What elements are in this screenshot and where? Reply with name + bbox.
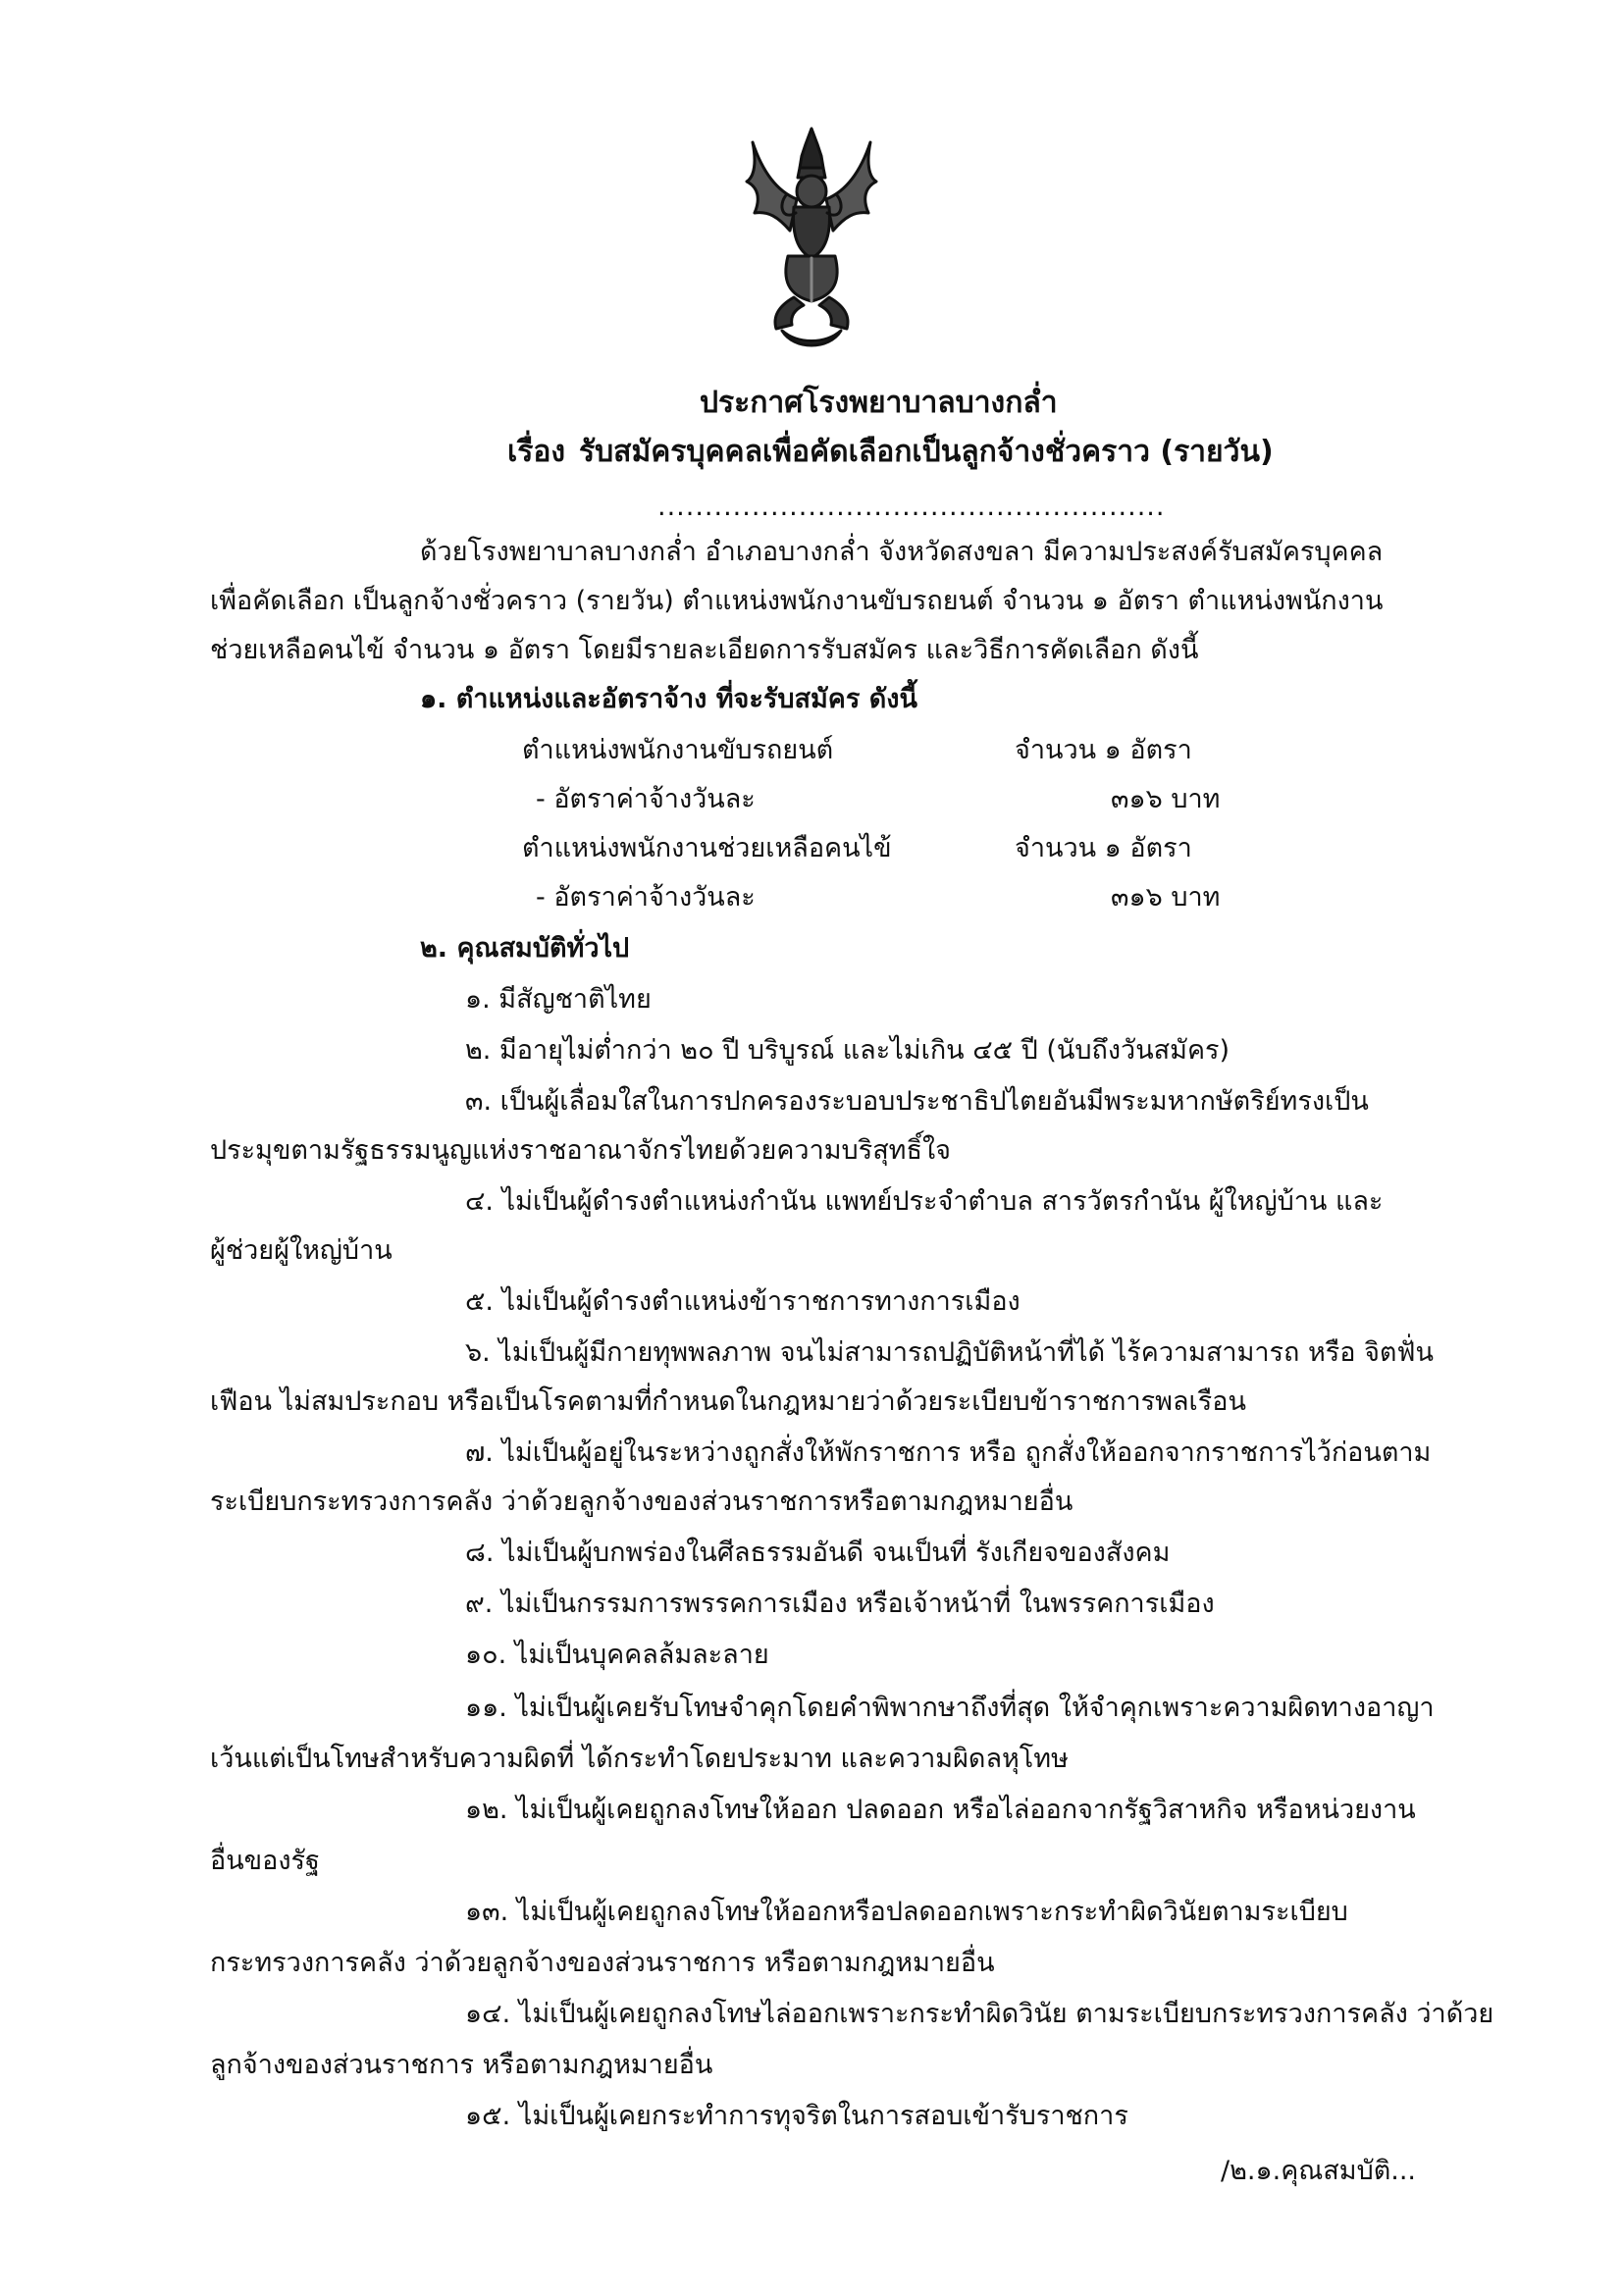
qualification-line: ๑. มีสัญชาติไทย bbox=[465, 984, 652, 1015]
position-name: ตำแหน่งพนักงานขับรถยนต์ bbox=[522, 735, 834, 765]
qualification-line: ๑๐. ไม่เป็นบุคคลล้มละลาย bbox=[465, 1640, 769, 1670]
qualification-line: เฟือน ไม่สมประกอบ หรือเป็นโรคตามที่กำหนดในกฎหมายว่าด้วยระเบียบข้าราชการพลเรือน bbox=[210, 1386, 1246, 1417]
wage-label: - อัตราค่าจ้างวันละ bbox=[536, 882, 756, 913]
wage-value: ๓๑๖ บาท bbox=[1111, 882, 1221, 913]
qualification-line: ๔. ไม่เป็นผู้ดำรงตำแหน่งกำนัน แพทย์ประจำตำบล สารวัตรกำนัน ผู้ใหญ่บ้าน และ bbox=[465, 1186, 1384, 1217]
qualification-line: ๒. มีอายุไม่ต่ำกว่า ๒๐ ปี บริบูรณ์ และไม่เกิน ๔๕ ปี (นับถึงวันสมัคร) bbox=[465, 1035, 1230, 1066]
subject-label: เรื่อง bbox=[507, 435, 566, 469]
wage-label: - อัตราค่าจ้างวันละ bbox=[536, 784, 756, 814]
qualification-line: ๖. ไม่เป็นผู้มีกายทุพพลภาพ จนไม่สามารถปฏิบัติหน้าที่ได้ ไร้ความสามารถ หรือ จิตฟั่น bbox=[465, 1337, 1435, 1368]
subject-text: รับสมัครบุคคลเพื่อคัดเลือกเป็นลูกจ้างชั่วคราว (รายวัน) bbox=[579, 435, 1274, 469]
qualification-line: กระทรวงการคลัง ว่าด้วยลูกจ้างของส่วนราชการ หรือตามกฎหมายอื่น bbox=[210, 1948, 995, 1978]
intro-line: ด้วยโรงพยาบาลบางกล่ำ อำเภอบางกล่ำ จังหวัดสงขลา มีความประสงค์รับสมัครบุคคล bbox=[420, 537, 1384, 567]
qualification-line: ๗. ไม่เป็นผู้อยู่ในระหว่างถูกสั่งให้พักราชการ หรือ ถูกสั่งให้ออกจากราชการไว้ก่อนตาม bbox=[465, 1437, 1432, 1468]
section-heading: ๑. ตำแหน่งและอัตราจ้าง ที่จะรับสมัคร ดังนี้ bbox=[420, 684, 917, 714]
qualification-line: ประมุขตามรัฐธรรมนูญแห่งราชอาณาจักรไทยด้วยความบริสุทธิ์ใจ bbox=[210, 1135, 951, 1166]
qualification-line: ผู้ช่วยผู้ใหญ่บ้าน bbox=[210, 1235, 393, 1266]
position-count: จำนวน ๑ อัตรา bbox=[1015, 735, 1192, 765]
page-continuation: /๒.๑.คุณสมบัติ... bbox=[1221, 2156, 1417, 2186]
qualification-line: ๑๓. ไม่เป็นผู้เคยถูกลงโทษให้ออกหรือปลดออกเพราะกระทำผิดวินัยตามระเบียบ bbox=[465, 1897, 1348, 1927]
page-title: ประกาศโรงพยาบาลบางกล่ำ bbox=[700, 386, 1058, 420]
qualification-line: ๘. ไม่เป็นผู้บกพร่องในศีลธรรมอันดี จนเป็นที่ รังเกียจของสังคม bbox=[465, 1538, 1171, 1568]
garuda-emblem-icon bbox=[743, 123, 880, 350]
section-heading: ๒. คุณสมบัติทั่วไป bbox=[420, 933, 630, 964]
position-count: จำนวน ๑ อัตรา bbox=[1015, 833, 1192, 863]
intro-line: เพื่อคัดเลือก เป็นลูกจ้างชั่วคราว (รายวัน) ตำแหน่งพนักงานขับรถยนต์ จำนวน ๑ อัตรา ตำแหน่งพนักงาน bbox=[210, 586, 1384, 616]
header-divider: ...................................................... bbox=[657, 492, 1166, 522]
qualification-line: ระเบียบกระทรวงการคลัง ว่าด้วยลูกจ้างของส่วนราชการหรือตามกฎหมายอื่น bbox=[210, 1487, 1073, 1517]
qualification-line: ๙. ไม่เป็นกรรมการพรรคการเมือง หรือเจ้าหน้าที่ ในพรรคการเมือง bbox=[465, 1589, 1215, 1619]
qualification-line: ๑๑. ไม่เป็นผู้เคยรับโทษจำคุกโดยคำพิพากษาถึงที่สุด ให้จำคุกเพราะความผิดทางอาญา bbox=[465, 1693, 1435, 1723]
qualification-line: ลูกจ้างของส่วนราชการ หรือตามกฎหมายอื่น bbox=[210, 2050, 713, 2080]
qualification-line: ๑๔. ไม่เป็นผู้เคยถูกลงโทษไล่ออกเพราะกระทำผิดวินัย ตามระเบียบกระทรวงการคลัง ว่าด้วย bbox=[465, 1999, 1494, 2029]
qualification-line: อื่นของรัฐ bbox=[210, 1846, 320, 1876]
qualification-line: ๑๕. ไม่เป็นผู้เคยกระทำการทุจริตในการสอบเข้ารับราชการ bbox=[465, 2101, 1128, 2131]
intro-line: ช่วยเหลือคนไข้ จำนวน ๑ อัตรา โดยมีรายละเอียดการรับสมัคร และวิธีการคัดเลือก ดังนี้ bbox=[210, 635, 1199, 665]
qualification-line: เว้นแต่เป็นโทษสำหรับความผิดที่ ได้กระทำโดยประมาท และความผิดลหุโทษ bbox=[210, 1744, 1069, 1774]
wage-value: ๓๑๖ บาท bbox=[1111, 784, 1221, 814]
qualification-line: ๓. เป็นผู้เลื่อมใสในการปกครองระบอบประชาธิปไตยอันมีพระมหากษัตริย์ทรงเป็น bbox=[465, 1086, 1369, 1117]
qualification-line: ๑๒. ไม่เป็นผู้เคยถูกลงโทษให้ออก ปลดออก หรือไล่ออกจากรัฐวิสาหกิจ หรือหน่วยงาน bbox=[465, 1795, 1416, 1825]
position-name: ตำแหน่งพนักงานช่วยเหลือคนไข้ bbox=[522, 833, 892, 863]
qualification-line: ๕. ไม่เป็นผู้ดำรงตำแหน่งข้าราชการทางการเมือง bbox=[465, 1286, 1021, 1317]
